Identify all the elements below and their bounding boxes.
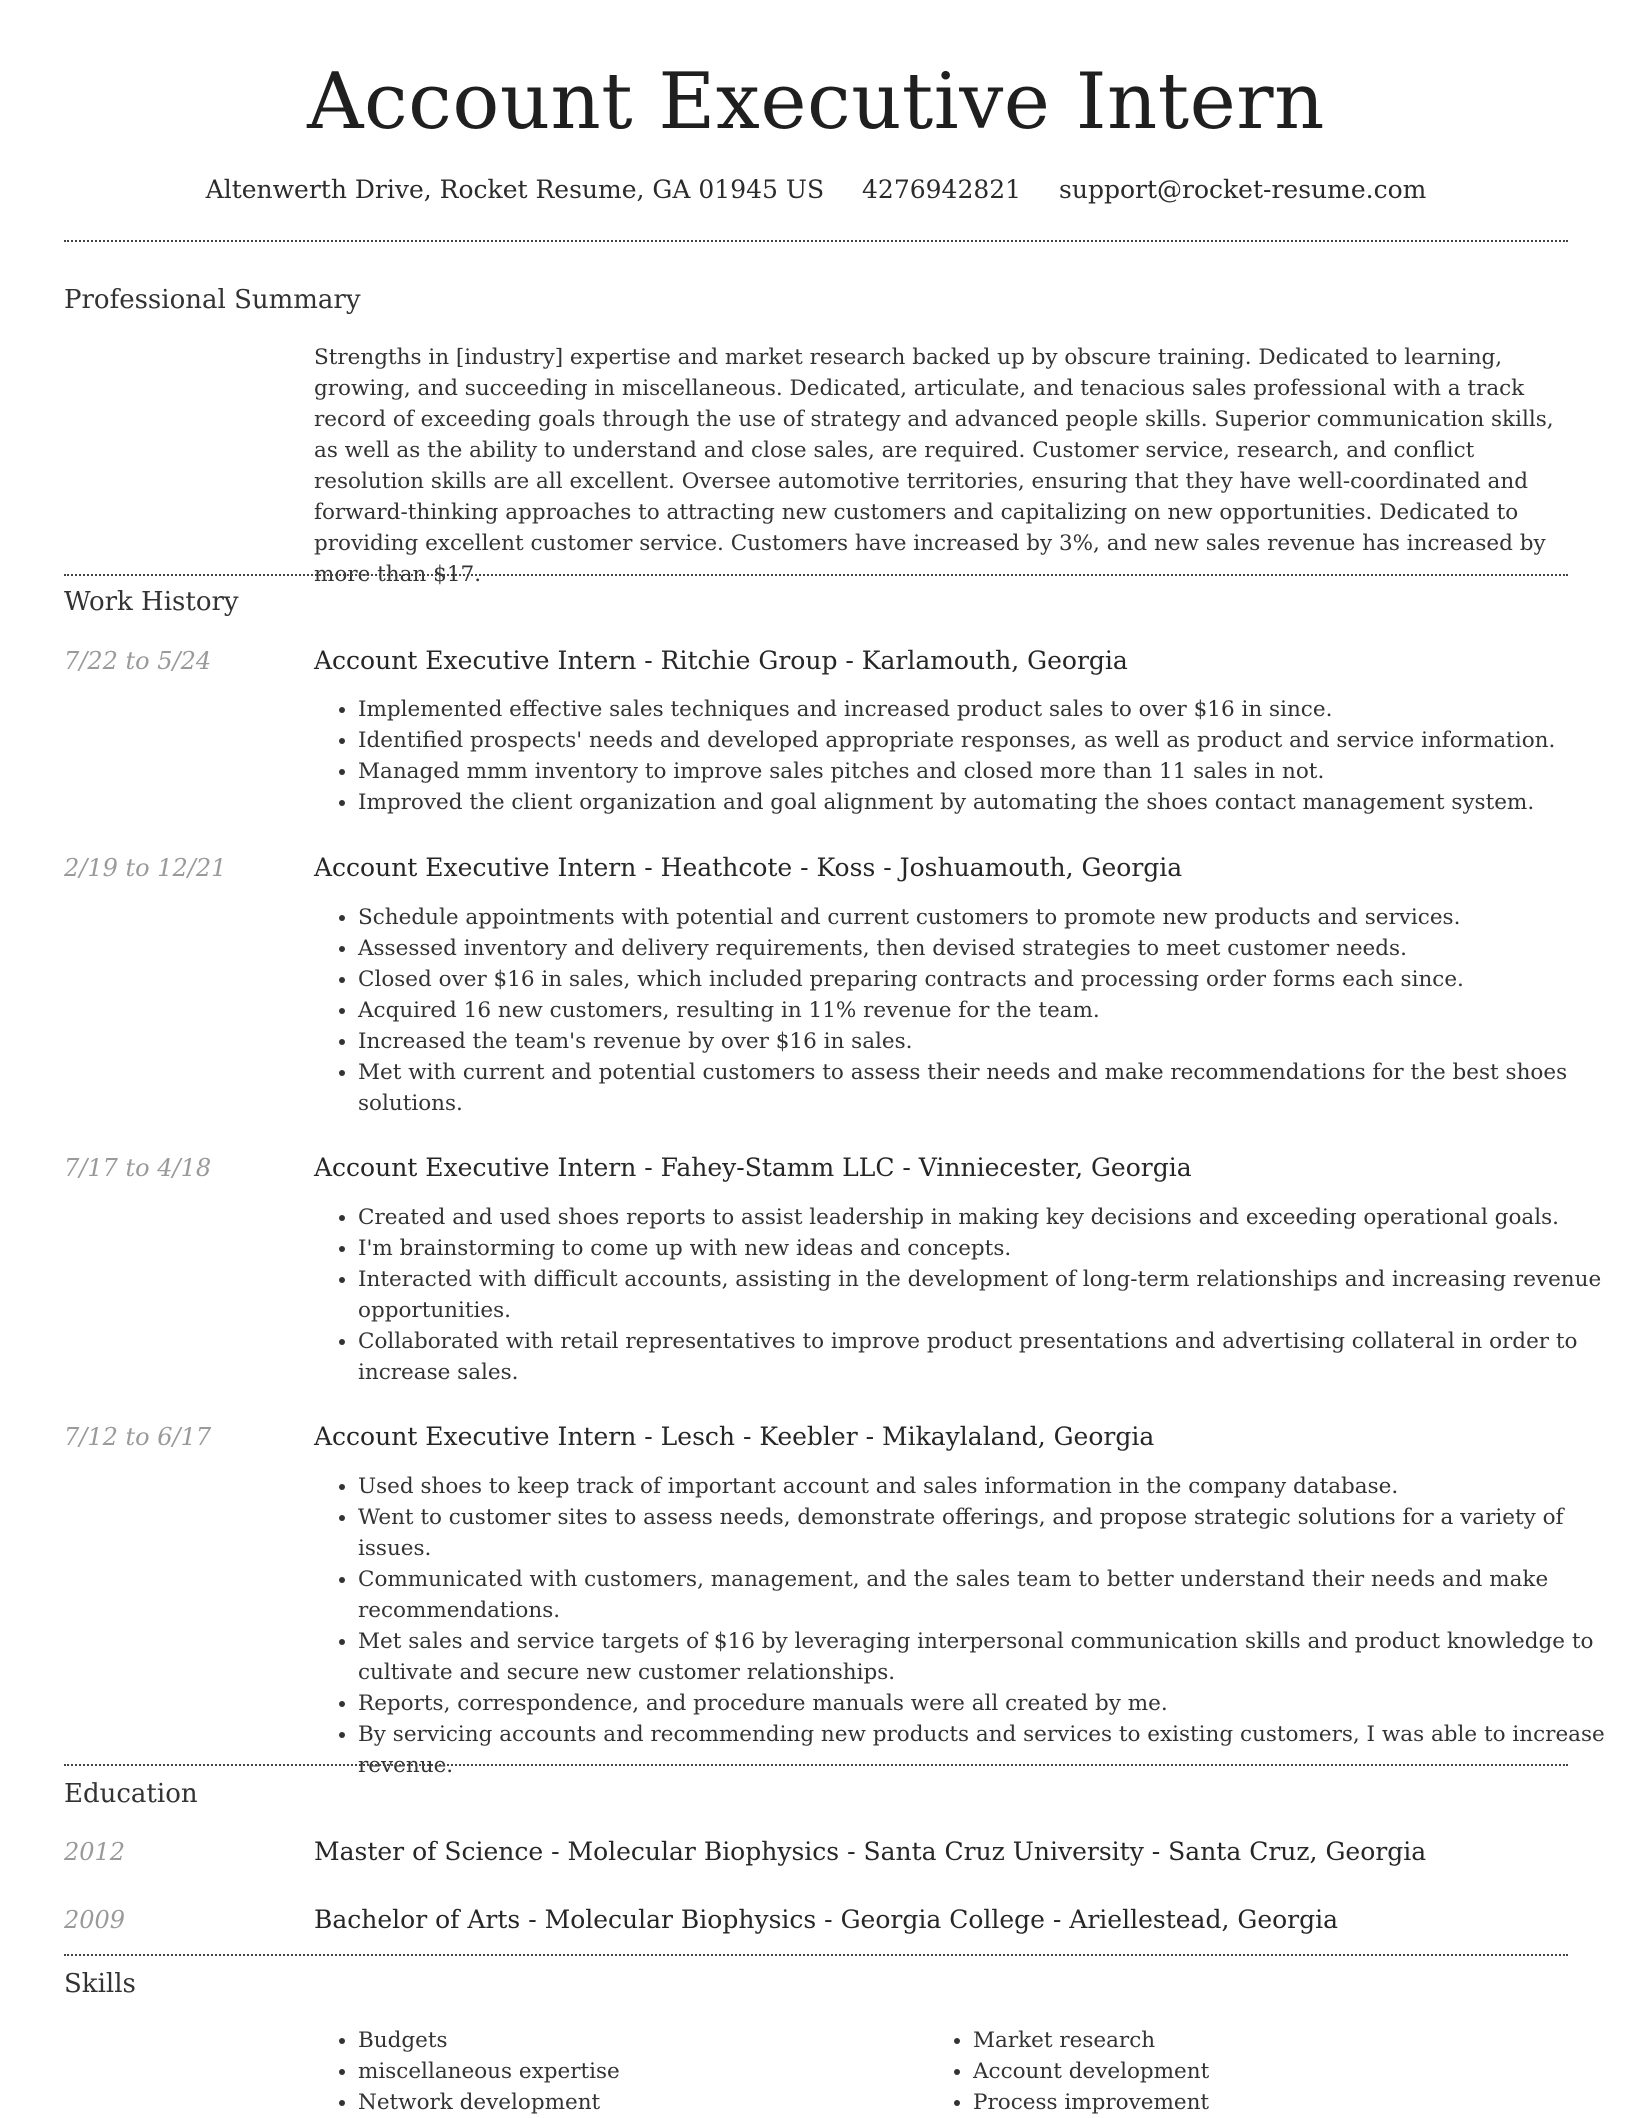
job-bullet: • I'm brainstorming to come up with new ideas and concepts. [358,1233,1616,1264]
job-title: Account Executive Intern - Ritchie Group - Karlamouth, Georgia [314,646,1128,675]
education-title: Bachelor of Arts - Molecular Biophysics - Georgia College - Ariellestead, Georgia [314,1905,1339,1934]
contact-email: support@rocket-resume.com [1059,175,1427,204]
section-title-education: Education [64,1779,198,1809]
job-bullets [314,1471,1616,1781]
section-title-skills: Skills [64,1969,136,1999]
job-bullet: • Managed mmm inventory to improve sales pitches and closed more than 11 sales in not. [358,756,1616,787]
skills-list-right [929,2025,1533,2118]
job-bullet: • Reports, correspondence, and procedure manuals were all created by me. [358,1688,1616,1719]
job-dates: 7/22 to 5/24 [64,647,212,675]
job-bullet: • Communicated with customers, management, and the sales team to better understand their needs and make recommendations. [358,1564,1616,1626]
job-bullet: • Collaborated with retail representatives to improve product presentations and advertising collateral in order to increase sales. [358,1326,1616,1388]
skill-item: • Budgets [358,2025,918,2056]
section-title-summary: Professional Summary [64,285,361,315]
job-bullet: • Improved the client organization and goal alignment by automating the shoes contact management system. [358,787,1616,818]
divider [64,1954,1568,1956]
divider [64,574,1568,576]
job-bullet: • Assessed inventory and delivery requirements, then devised strategies to meet customer needs. [358,933,1616,964]
education-year: 2009 [64,1906,126,1934]
skill-item: • Process improvement [973,2087,1533,2118]
job-bullet: • Created and used shoes reports to assist leadership in making key decisions and exceeding operational goals. [358,1202,1616,1233]
job-bullet: • Went to customer sites to assess needs, demonstrate offerings, and propose strategic solutions for a variety of issues. [358,1502,1616,1564]
job-bullet: • Interacted with difficult accounts, assisting in the development of long-term relationships and increasing revenue opportunities. [358,1264,1616,1326]
job-dates: 7/12 to 6/17 [64,1423,212,1451]
job-bullet: • Met with current and potential customers to assess their needs and make recommendations for the best shoes solutions. [358,1057,1616,1119]
summary-text: Strengths in [industry] expertise and market research backed up by obscure training. Dedicated to learning, growing, and succeeding in miscellaneous. Dedicated, articulate, and tenacious sales professional with a track record of exceeding goals through the use of strategy and advanced people skills. Superior communication skills, as well as the ability to understand and close sales, are required. Customer service, research, and conflict resolution skills are all excellent. Oversee automotive territories, ensuring that they have well-coordinated and forward-thinking approaches to attracting new customers and capitalizing on new opportunities. Dedicated to providing excellent customer service. Customers have increased by 3%, and new sales revenue has increased by more than $17. [314,345,1554,587]
job-bullet: • Acquired 16 new customers, resulting in 11% revenue for the team. [358,995,1616,1026]
education-title: Master of Science - Molecular Biophysics - Santa Cruz University - Santa Cruz, Georgia [314,1837,1427,1866]
job-bullets [314,1202,1616,1388]
job-bullet: • Schedule appointments with potential and current customers to promote new products and services. [358,902,1616,933]
skill-item: • miscellaneous expertise [358,2056,918,2087]
contact-phone: 4276942821 [862,175,1022,204]
skill-item: • Network development [358,2087,918,2118]
resume-name: Account Executive Intern [307,57,1325,147]
education-year: 2012 [64,1838,126,1866]
contact-line [0,172,1632,208]
job-bullet: • Met sales and service targets of $16 by leveraging interpersonal communication skills and product knowledge to cultivate and secure new customer relationships. [358,1626,1616,1688]
job-bullet: • By servicing accounts and recommending new products and services to existing customers, I was able to increase revenue. [358,1719,1616,1781]
job-bullet: • Closed over $16 in sales, which included preparing contracts and processing order forms each since. [358,964,1616,995]
job-title: Account Executive Intern - Heathcote - Koss - Joshuamouth, Georgia [314,853,1183,882]
job-bullet: • Implemented effective sales techniques and increased product sales to over $16 in since. [358,694,1616,725]
job-title: Account Executive Intern - Fahey-Stamm LLC - Vinniecester, Georgia [314,1153,1192,1182]
job-title: Account Executive Intern - Lesch - Keebler - Mikaylaland, Georgia [314,1422,1155,1451]
skills-list-left [314,2025,918,2118]
job-dates: 2/19 to 12/21 [64,854,227,882]
job-dates: 7/17 to 4/18 [64,1154,212,1182]
job-bullet: • Used shoes to keep track of important account and sales information in the company database. [358,1471,1616,1502]
divider [64,1764,1568,1766]
job-bullets [314,694,1616,818]
section-title-work-history: Work History [64,587,239,617]
skill-item: • Account development [973,2056,1533,2087]
job-bullet: • Increased the team's revenue by over $16 in sales. [358,1026,1616,1057]
skill-item: • Market research [973,2025,1533,2056]
job-bullet: • Identified prospects' needs and developed appropriate responses, as well as product and service information. [358,725,1616,756]
divider [64,240,1568,242]
job-bullets [314,902,1616,1119]
contact-address: Altenwerth Drive, Rocket Resume, GA 01945 US [205,175,825,204]
